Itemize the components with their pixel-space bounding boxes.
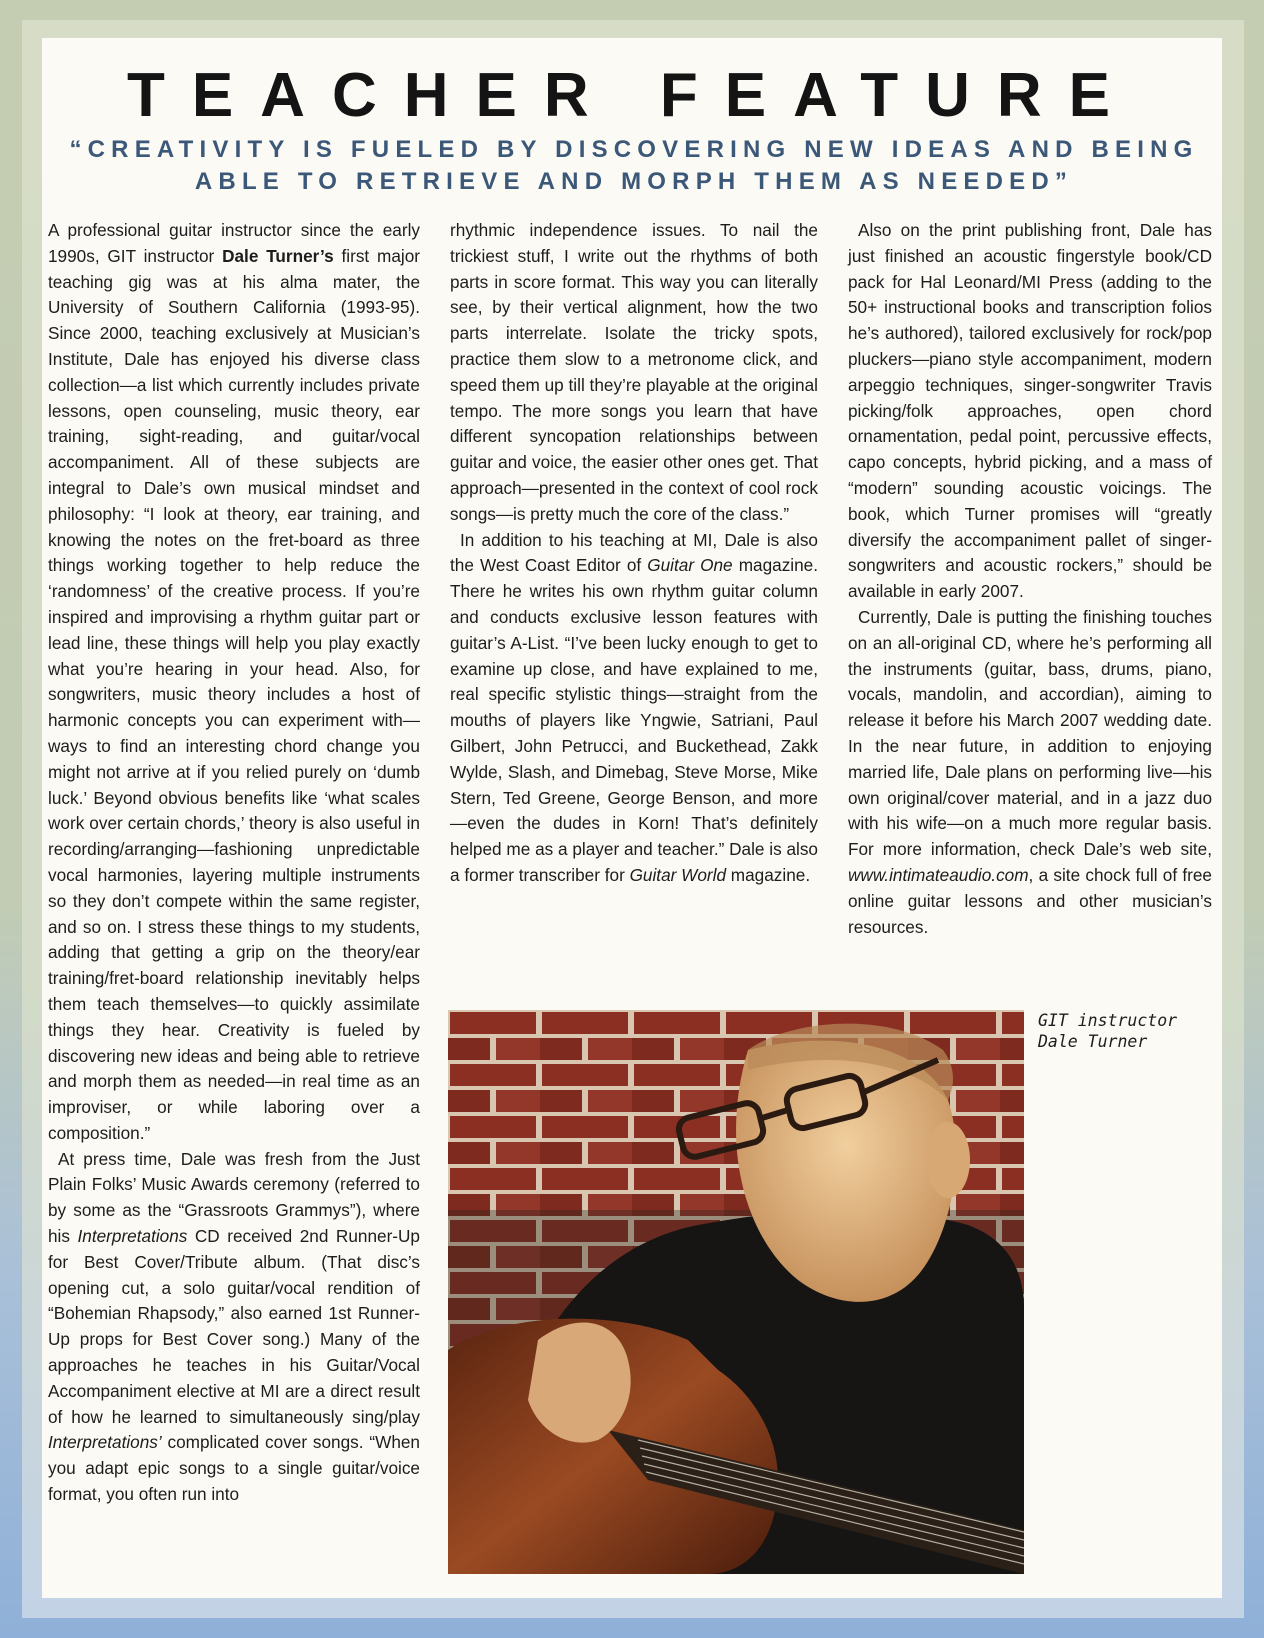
text-run: Currently, Dale is putting the finishing touches on an all-original CD, where he’s performing all the instruments (guitar, bass, drums, piano, vocals, mandolin, and accordian), aiming to release it before his March 2007 wedding date. In the near future, in addition to enjoying married life, Dale plans on performing live—his own original/cover material, and in a jazz duo with his wife—on a much more regular basis. For more information, check Dale’s web site, (848, 606, 1212, 860)
caption-line: GIT instructor (1038, 1011, 1178, 1030)
website-url: www.intimateaudio.com (848, 864, 1029, 885)
album-title: Interpretations’ (48, 1432, 162, 1453)
text-run: CD received 2nd Runner-Up for Best Cover/Tribute album. (That disc’s opening cut, a solo guitar/vocal rendition of “Bohemian Rhapsody,” also earned 1st Runner-Up props for Best Cover song.) Many of the approaches he teaches in his Guitar/Vocal Accompaniment elective at MI are a direct result of how he learned to simultaneously sing/play (48, 1226, 420, 1427)
paragraph (450, 528, 818, 889)
pull-quote: “CREATIVITY IS FUELED BY DISCOVERING NEW IDEAS AND BEING ABLE TO RETRIEVE AND MORPH THEM AS NEEDED” (69, 136, 1199, 195)
text-run: , a site chock full of free online guitar lessons and other musician’s resources. (848, 864, 1212, 937)
paragraph: Also on the print publishing front, Dale has just finished an acoustic fingerstyle book/CD pack for Hal Leonard/MI Press (adding to the 50+ instructional books and transcription folios he’s authored), tailored exclusively for rock/pop pluckers—piano style accompaniment, modern arpeggio techniques, singer-songwriter Travis picking/folk approaches, open chord ornamentation, pedal point, percussive effects, capo concepts, hybrid picking, and a mass of “modern” sounding acoustic voicings. The book, which Turner promises will “greatly diversify the accompaniment pallet of singer-songwriters and acoustic rockers,” should be available in early 2007. (848, 220, 1212, 602)
text-run: first major teaching gig was at his alma mater, the University of Southern California (1993-95). Since 2000, teaching exclusively at Musician’s Institute, Dale has enjoyed his diverse class collection—a list which currently includes private lessons, open counseling, music theory, ear training, sight-reading, and guitar/vocal accompaniment. All of these subjects are integral to Dale’s own musical mindset and philosophy: “I look at theory, ear training, and knowing the notes on the fret-board as three things working together to help reduce the ‘randomness’ of the creative process. If you’re inspired and improvising a rhythm guitar part or lead line, these things will help you play exactly what you’re hearing in your head. Also, for songwriters, music theory includes a host of harmonic concepts you can experiment with—ways to find an interesting chord change you might not arrive at if you relied purely on ‘dumb luck.’ Beyond obvious benefits like ‘what scales work over certain chords,’ theory is also useful in recording/arranging—fashioning unpredictable vocal harmonies, layering multiple instruments so they don’t compete within the same register, and so on. I stress these things to my students, adding that getting a grip on the theory/ear training/fret-board relationship inevitably helps them teach themselves—to quickly assimilate things they hear. Creativity is fueled by discovering new ideas and being able to retrieve and morph them as needed—in real time as an improviser, or while laboring over a composition.” (48, 245, 421, 1143)
magazine-page (42, 38, 1222, 1598)
text-run: A professional guitar instructor since the early 1990s, GIT instructor (48, 220, 420, 266)
magazine-title: Guitar One (647, 555, 733, 576)
text-run: At press time, Dale was fresh from the Just Plain Folks’ Music Awards ceremony (referred to by some as the “Grassroots Grammys”), where his (48, 1148, 420, 1247)
album-title: Interpretations (77, 1226, 188, 1247)
paragraph (48, 1147, 420, 1508)
caption-line: Dale Turner (1038, 1032, 1148, 1051)
article-column-2 (450, 218, 818, 889)
text-run: magazine. (726, 864, 811, 885)
magazine-title: Guitar World (629, 864, 727, 885)
page-title: TEACHER FEATURE (126, 61, 1138, 130)
instructor-name: Dale Turner’s (222, 245, 334, 266)
paragraph: rhythmic independence issues. To nail the trickiest stuff, I write out the rhythms of both parts in score format. This way you can literally see, by their vertical alignment, how the two parts interrelate. Isolate the tricky spots, practice them slow to a metronome click, and speed them up till they’re playable at the original tempo. The more songs you learn that have different syncopation relationships between guitar and voice, the easier other ones get. That approach—presented in the context of cool rock songs—is pretty much the core of the class.” (450, 220, 818, 524)
photo-caption (1038, 1010, 1208, 1052)
hand (528, 1323, 631, 1443)
article-column-3 (848, 218, 1212, 940)
text-run: complicated cover songs. “When you adapt epic songs to a single guitar/voice format, you often run into (48, 1432, 420, 1505)
ear (926, 1122, 970, 1198)
text-run: In addition to his teaching at MI, Dale is also the West Coast Editor of (450, 529, 818, 576)
paragraph (848, 605, 1212, 940)
article-column-1 (48, 218, 420, 1508)
paragraph (48, 218, 420, 1147)
text-run: magazine. There he writes his own rhythm guitar column and conducts exclusive lesson features with guitar’s A-List. “I’ve been lucky enough to get to examine up close, and have explained to me, real specific stylistic things—straight from the mouths of players like Yngwie, Satriani, Paul Gilbert, John Petrucci, and Buckethead, Zakk Wylde, Slash, and Dimebag, Steve Morse, Mike Stern, Ted Greene, George Benson, and more—even the dudes in Korn! That’s definitely helped me as a player and teacher.” Dale is also a former transcriber for (450, 555, 818, 885)
instructor-photo (448, 1010, 1024, 1574)
